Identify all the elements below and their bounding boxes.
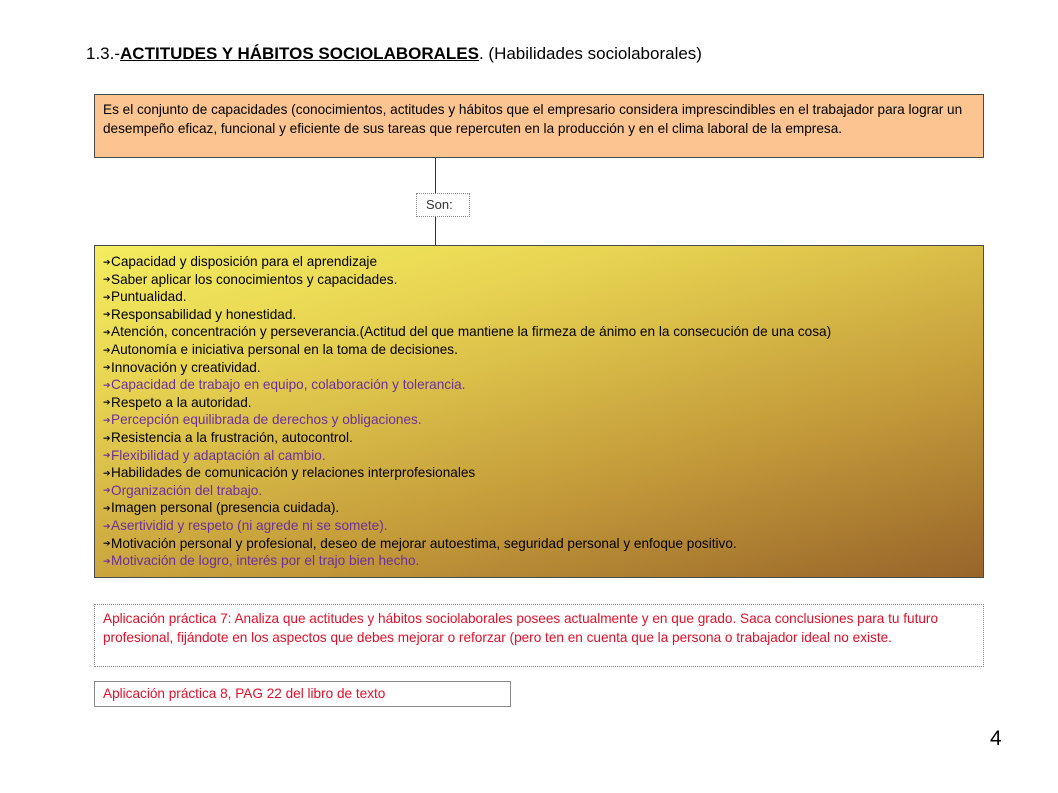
list-item: [103, 323, 975, 341]
activity-8-text: Aplicación práctica 8, PAG 22 del libro de texto: [103, 686, 386, 701]
list-item-text: Puntualidad.: [111, 289, 187, 305]
list-item-text: Motivación personal y profesional, deseo de mejorar autoestima, seguridad personal y enfoque positivo.: [111, 535, 737, 551]
activity-8-box: [94, 681, 511, 707]
arrow-right-icon: ➔: [103, 538, 111, 549]
title-prefix: 1.3.-: [86, 44, 121, 63]
list-item-text: Percepción equilibrada de derechos y obligaciones.: [111, 412, 422, 428]
list-item-text: Imagen personal (presencia cuidada).: [111, 500, 340, 516]
list-item-text: Motivación de logro, interés por el trajo bien hecho.: [111, 553, 420, 569]
list-item-text: Atención, concentración y perseverancia.(Actitud del que mantiene la firmeza de ánimo en la consecución de una cosa): [111, 324, 832, 340]
arrow-right-icon: ➔: [103, 485, 111, 496]
arrow-right-icon: ➔: [103, 520, 111, 531]
arrow-right-icon: ➔: [103, 291, 111, 302]
definition-box: [94, 94, 984, 158]
title-main: ACTITUDES Y HÁBITOS SOCIOLABORALES: [120, 44, 479, 63]
list-item-text: Habilidades de comunicación y relaciones interprofesionales: [111, 465, 476, 481]
arrow-right-icon: ➔: [103, 379, 111, 390]
arrow-right-icon: ➔: [103, 362, 111, 373]
definition-text: Es el conjunto de capacidades (conocimientos, actitudes y hábitos que el empresario considera imprescindibles en el trabajador para lograr un desempeño eficaz, funcional y eficiente de sus tareas que repercuten en la producción y en el clima laboral de la empresa.: [103, 102, 963, 136]
activity-7-box: [94, 604, 984, 667]
arrow-right-icon: ➔: [103, 256, 111, 267]
list-item-text: Flexibilidad y adaptación al cambio.: [111, 447, 326, 463]
page-number: 4: [990, 727, 1002, 750]
list-item: [103, 482, 975, 500]
arrow-right-icon: ➔: [103, 555, 111, 566]
activity-7-text: Aplicación práctica 7: Analiza que actitudes y hábitos sociolaborales posees actualmente y en que grado. Saca conclusiones para tu futuro profesional, fijándote en los aspectos que debes mejorar o reforzar (pero ten en cuenta que la persona o trabajador ideal no existe.: [103, 611, 939, 645]
connector-label-text: Son:: [426, 197, 453, 212]
list-item-text: Innovación y creatividad.: [111, 359, 261, 375]
arrow-right-icon: ➔: [103, 432, 111, 443]
list-item-text: Asertividid y respeto (ni agrede ni se somete).: [111, 517, 388, 533]
list-item: [103, 253, 975, 271]
list-item: [103, 517, 975, 535]
list-item-text: Autonomía e iniciativa personal en la toma de decisiones.: [111, 341, 458, 357]
arrow-right-icon: ➔: [103, 450, 111, 461]
list-item-text: Saber aplicar los conocimientos y capacidades.: [111, 271, 398, 287]
list-item: [103, 552, 975, 570]
arrow-right-icon: ➔: [103, 309, 111, 320]
list-item: [103, 535, 975, 553]
list-item: [103, 429, 975, 447]
arrow-right-icon: ➔: [103, 344, 111, 355]
skills-list-box: [94, 245, 984, 578]
arrow-right-icon: ➔: [103, 502, 111, 513]
list-item-text: Capacidad de trabajo en equipo, colaboración y tolerancia.: [111, 377, 466, 393]
list-item-text: Respeto a la autoridad.: [111, 394, 252, 410]
arrow-right-icon: ➔: [103, 414, 111, 425]
connector-line-top: [435, 158, 436, 193]
list-item: [103, 359, 975, 377]
title-suffix: . (Habilidades sociolaborales): [478, 44, 702, 63]
list-item: [103, 288, 975, 306]
skills-list: [103, 253, 975, 570]
arrow-right-icon: ➔: [103, 467, 111, 478]
list-item-text: Capacidad y disposición para el aprendizaje: [111, 254, 378, 269]
connector-label: [416, 193, 470, 217]
page-title: [86, 44, 702, 64]
list-item-text: Responsabilidad y honestidad.: [111, 306, 297, 322]
arrow-right-icon: ➔: [103, 326, 111, 337]
arrow-right-icon: ➔: [103, 274, 111, 285]
connector-line-bottom: [435, 217, 436, 245]
list-item-text: Resistencia a la frustración, autocontrol.: [111, 429, 353, 445]
list-item: [103, 464, 975, 482]
list-item: [103, 447, 975, 465]
list-item: [103, 376, 975, 394]
list-item: [103, 394, 975, 412]
list-item: [103, 411, 975, 429]
list-item: [103, 499, 975, 517]
list-item: [103, 341, 975, 359]
arrow-right-icon: ➔: [103, 397, 111, 408]
list-item: [103, 306, 975, 324]
list-item-text: Organización del trabajo.: [111, 482, 263, 498]
list-item: [103, 271, 975, 289]
